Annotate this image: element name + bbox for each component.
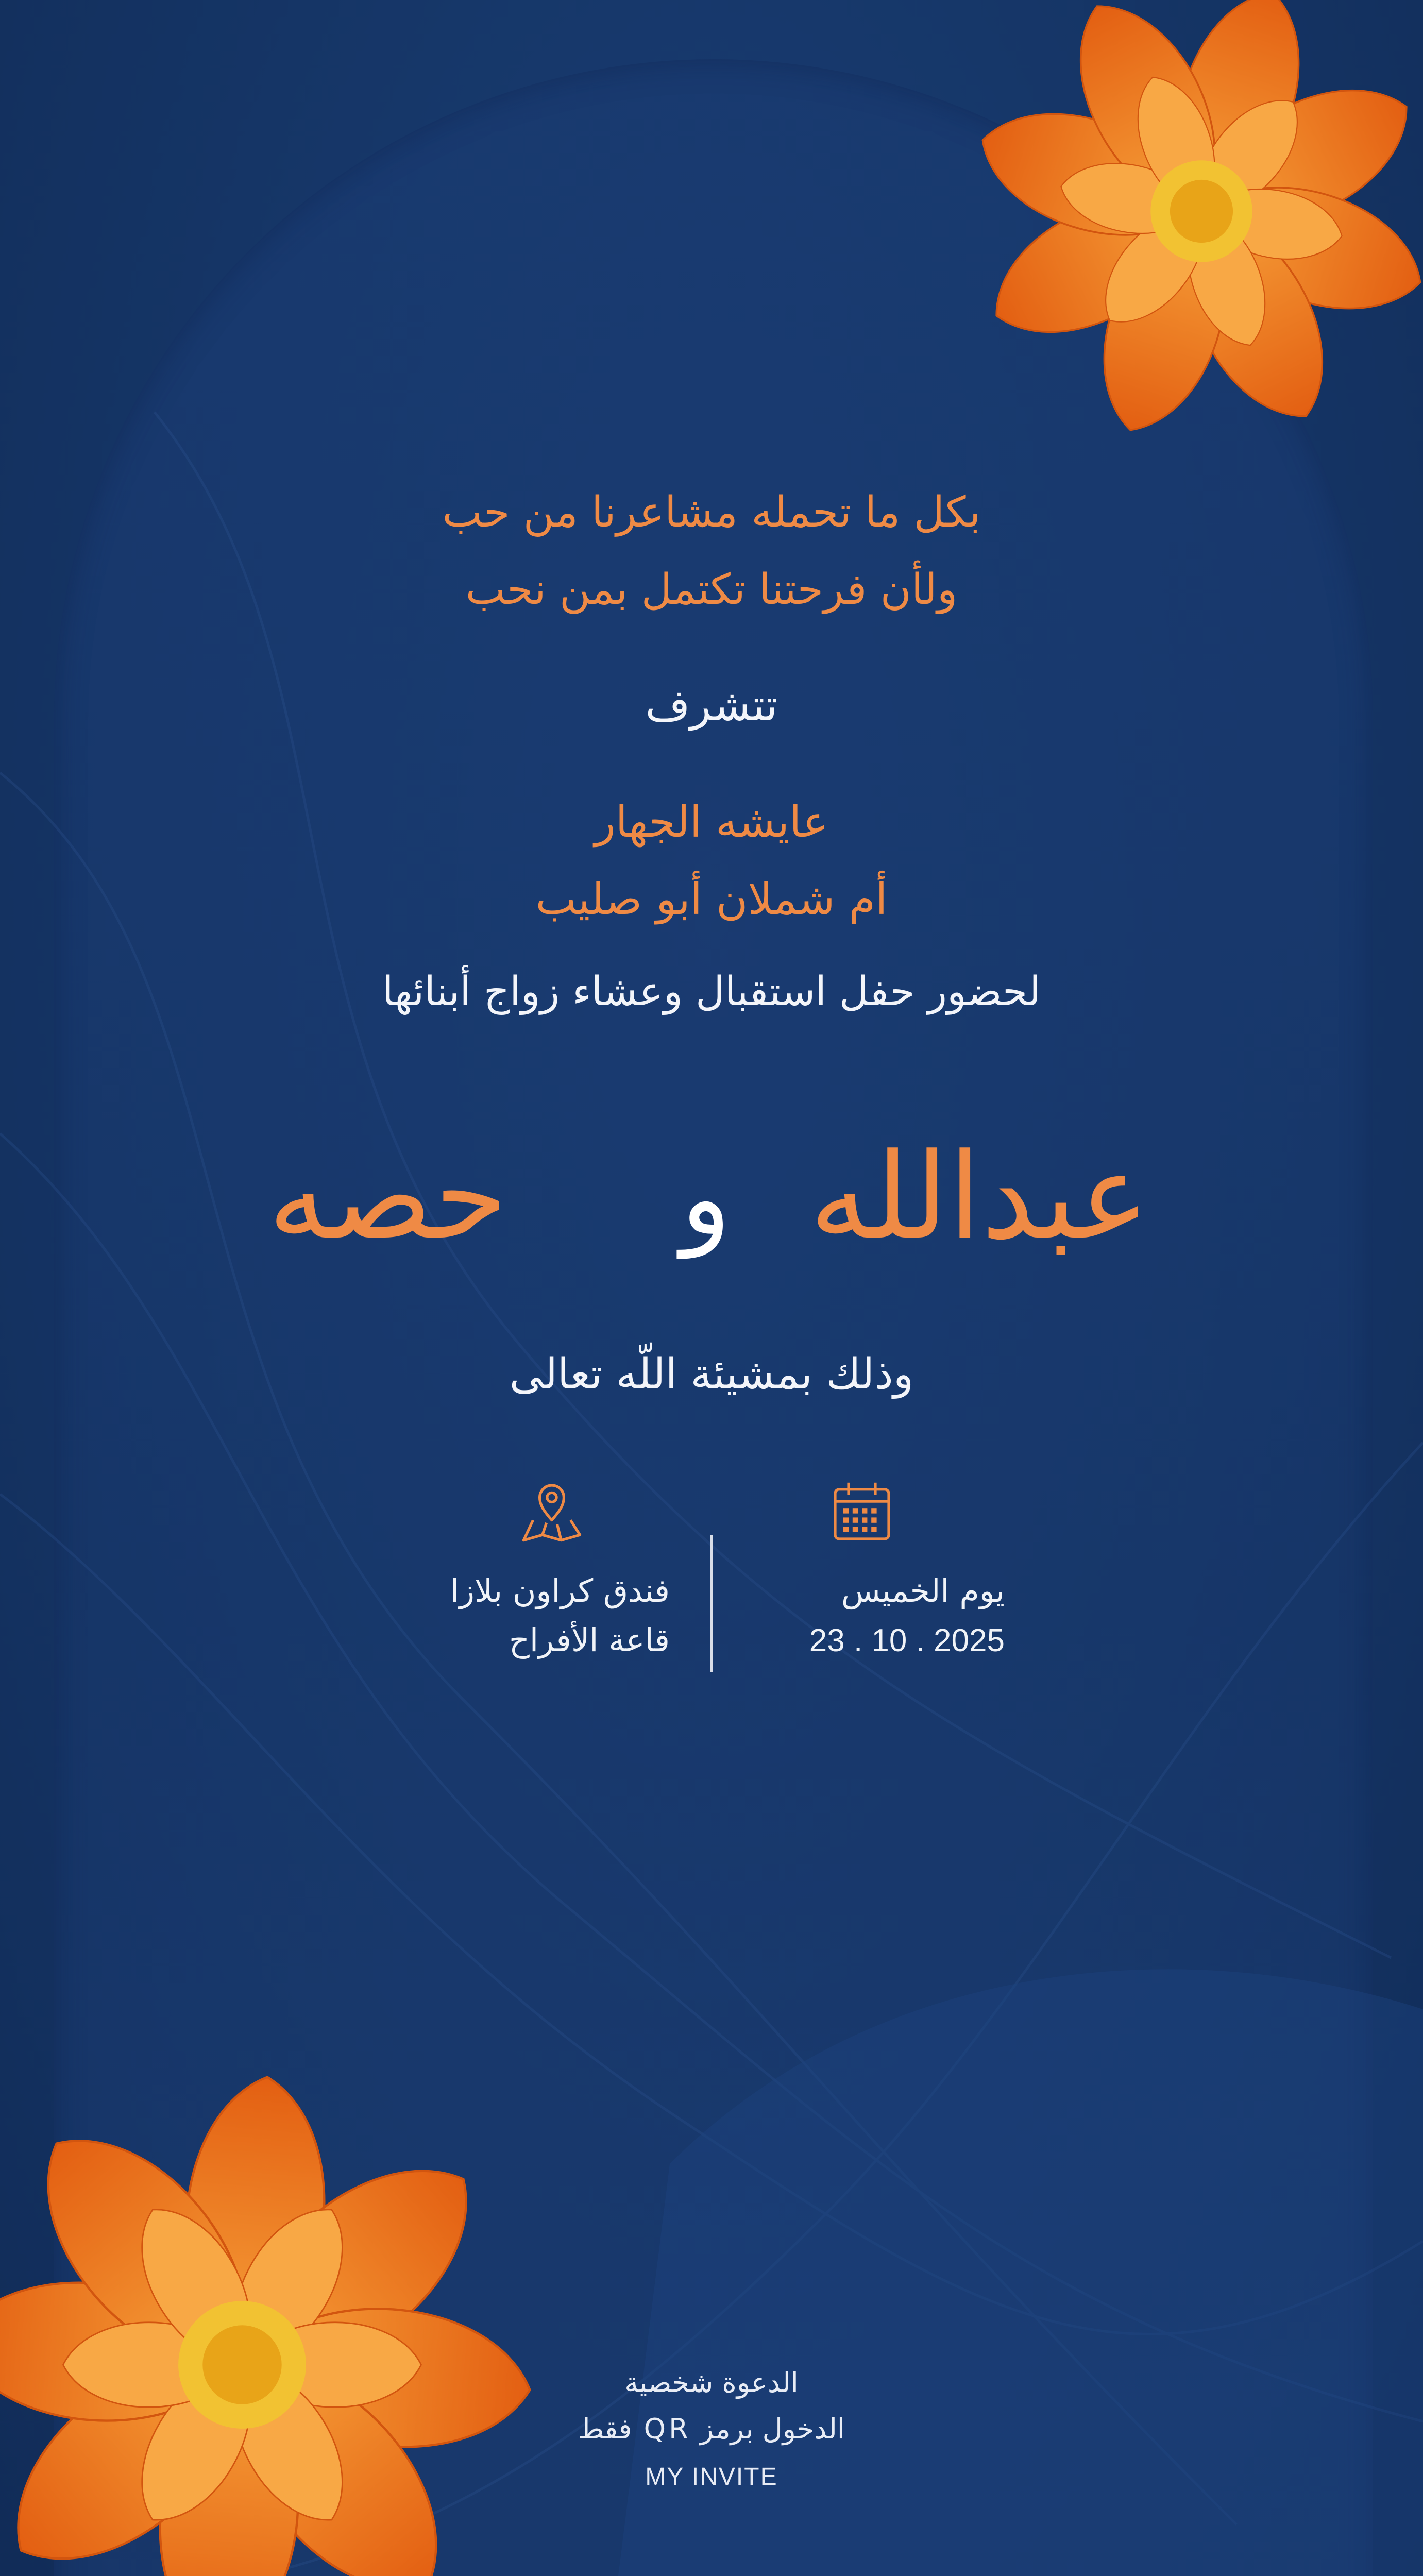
map-pin-icon xyxy=(518,1479,585,1546)
connector-glyph: و xyxy=(681,1139,731,1259)
event-day: يوم الخميس xyxy=(841,1572,1005,1609)
event-hall: قاعة الأفراح xyxy=(509,1621,670,1659)
intro-line-1: بكل ما تحمله مشاعرنا من حب xyxy=(442,488,981,537)
intro-text xyxy=(0,474,1423,629)
intro-line-2: ولأن فرحتنا تكتمل بمن نحب xyxy=(465,565,958,614)
host-names xyxy=(0,783,1423,938)
blessing-text: وذلك بمشيئة اللّه تعالى xyxy=(509,1350,914,1399)
host-line-1: عايشه الجهار xyxy=(595,796,828,847)
orange-flower-bottom-left xyxy=(0,2061,546,2576)
brand-label: MY INVITE xyxy=(645,2463,778,2490)
honored-word: تتشرف xyxy=(645,680,778,731)
event-date: 23 . 10 . 2025 xyxy=(809,1623,1005,1658)
info-divider xyxy=(710,1535,713,1672)
footer-line-2: الدخول برمز QR فقط xyxy=(578,2413,845,2445)
groom-name: عبدالله xyxy=(809,1128,1150,1266)
event-date-block xyxy=(757,1566,1005,1666)
host-line-2: أم شملان أبو صليب xyxy=(535,874,888,924)
event-venue-block xyxy=(392,1566,670,1665)
footer-notes xyxy=(0,2360,1423,2452)
couple-names xyxy=(0,1128,1423,1314)
occasion-text: لحضور حفل استقبال وعشاء زواج أبنائها xyxy=(382,969,1041,1015)
orange-flower-top-right xyxy=(959,0,1423,453)
event-venue: فندق كراون بلازا xyxy=(450,1572,670,1609)
footer-line-1: الدعوة شخصية xyxy=(624,2366,799,2399)
calendar-icon xyxy=(828,1479,895,1546)
bride-name: حصه xyxy=(268,1128,507,1266)
